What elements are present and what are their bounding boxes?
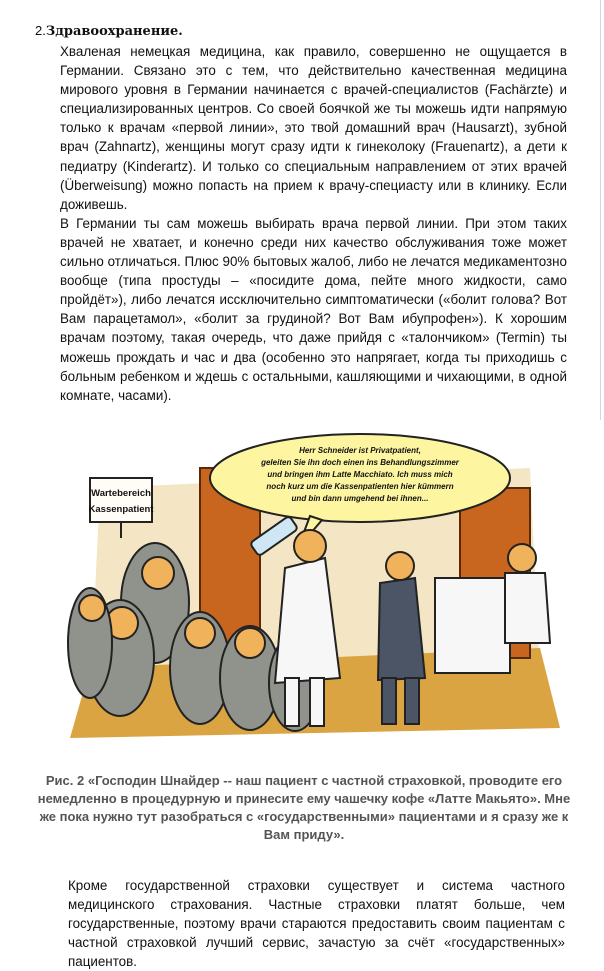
receptionist-head (508, 544, 536, 572)
paragraph-1: Хваленая немецкая медицина, как правило, совершенно не ощущается в Германии. Связано это с тем, что действительно качественная медицина мирового уровня в Германии начинается с врачей-специалистов (Fachärzte) и специализированных центров. Со своей боячкой же ты можешь идти напрямую только к врачам «первой линии», это твой домашний врач (Hausarzt), зубной врач (Zahnartz), женщины могут сразу идти к гинеколоку (Frauenartz), а дети к педиатру (Kinderartz). И только со специальным направлением от этих врачей (Überweisung) можно попасть на прием к врачу-специасту или в клинику. Если доживешь. (60, 44, 567, 212)
receptionist-body (505, 573, 550, 643)
body-text (60, 42, 567, 405)
section-title: Здравоохранение. (45, 24, 183, 39)
reception-desk (435, 578, 510, 673)
section-number: 2. (35, 23, 46, 38)
paragraph-2: В Германии ты сам можешь выбирать врача первой линии. При этом таких врачей не хватает, и конечно среди них качество обслуживания тоже может сильно отличаться. Плюс 90% бытовых жалоб, либо не лечатся медикаментозно вообще (типа простуды – «посидите дома, пейте много жидкости, само пройдёт»), либо лечатся иссключительно симптоматически («болит голова? Вот Вам парацетамол», «болит за грудиной? Вот Вам ибупрофен»). К хорошим врачам поэтому, такая очередь, что даже прийдя с «талончиком» (Termin) ты можешь прождать и час и два (особенно это напрягает, когда ты приходишь с больным ребенком и ждешь с остальными, кашляющими и чихающими, в одной комнате, часами). (60, 215, 567, 403)
sign-line-2: Kassenpatient (88, 504, 154, 515)
cartoon-figure (60, 428, 560, 748)
speech-line-2: geleiten Sie ihn doch einen ins Behandlungszimmer (261, 458, 459, 467)
section-heading (35, 22, 183, 41)
figure-caption: Рис. 2 «Господин Шнайдер -- наш пациент с частной страховкой, проводите его немедленно в процедурную и принесите ему чашечку кофе «Латте Макьято». Мне же пока нужно тут разобраться с «государственными» пациентами и я сразу же к Вам приду». (37, 773, 571, 842)
speech-line-1: Herr Schneider ist Privatpatient, (299, 446, 421, 455)
closing-paragraph: Кроме государственной страховки существует и система частного медицинского страхования. Частные страховки платят больше, чем государственные, поэтому врачи стараются предоставить своим пациентам с частной страховкой лучший сервис, зачастую за счёт «государственных» пациентов. (68, 878, 565, 969)
speech-line-5: und bin dann umgehend bei ihnen... (291, 494, 429, 503)
speech-line-3: und bringen ihm Latte Macchiato. Ich muss mich (267, 470, 453, 479)
sign-line-1: Wartebereich (91, 488, 151, 499)
page-edge-line (600, 0, 601, 420)
waiting-area-sign (90, 478, 152, 522)
speech-line-4: noch kurz um die Kassenpatienten hier kümmern (266, 482, 454, 491)
cartoon-illustration (60, 428, 560, 748)
